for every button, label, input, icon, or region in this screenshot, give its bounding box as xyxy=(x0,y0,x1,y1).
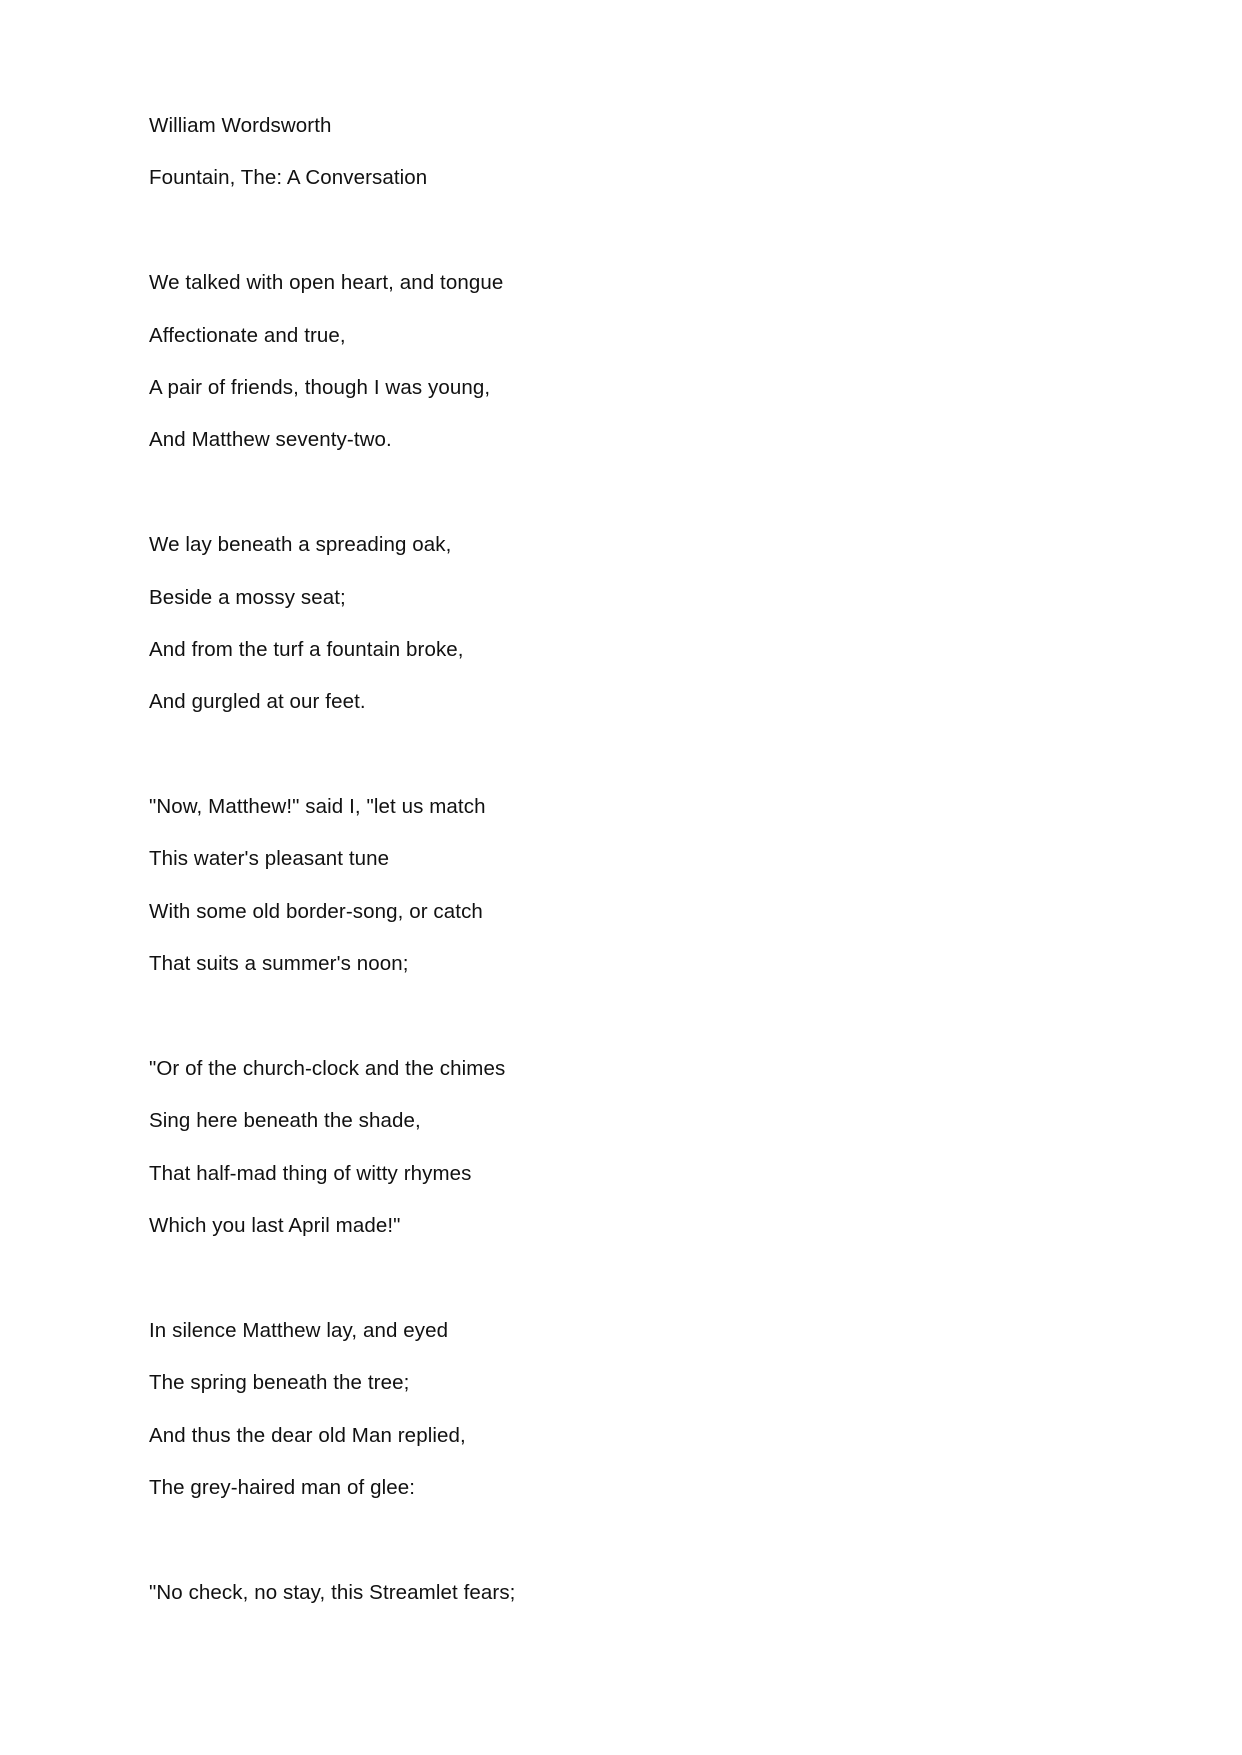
verse-line xyxy=(149,1317,1049,1369)
verse-line xyxy=(149,531,1049,583)
verse-text: This water's pleasant tune xyxy=(149,847,390,871)
verse-line xyxy=(149,950,1049,1002)
stanza-5 xyxy=(149,1317,1049,1527)
verse-line xyxy=(149,426,1049,478)
verse-text: We lay beneath a spreading oak, xyxy=(149,533,452,557)
verse-line xyxy=(149,1212,1049,1264)
stanza-gap xyxy=(149,479,1049,531)
stanza-2 xyxy=(149,531,1049,741)
verse-text: Affectionate and true, xyxy=(149,323,346,347)
verse-text: With some old border-song, or catch xyxy=(149,899,483,923)
verse-text: The grey-haired man of glee: xyxy=(149,1476,416,1500)
verse-line xyxy=(149,1107,1049,1159)
verse-line xyxy=(149,1160,1049,1212)
verse-line xyxy=(149,845,1049,897)
stanza-6 xyxy=(149,1579,1049,1631)
stanza-4 xyxy=(149,1055,1049,1265)
verse-line xyxy=(149,636,1049,688)
verse-line xyxy=(149,322,1049,374)
verse-text: "No check, no stay, this Streamlet fears; xyxy=(149,1580,516,1604)
verse-text: Sing here beneath the shade, xyxy=(149,1109,421,1133)
verse-text: In silence Matthew lay, and eyed xyxy=(149,1318,449,1342)
stanza-gap xyxy=(149,1003,1049,1055)
stanza-3 xyxy=(149,793,1049,1003)
verse-text: We talked with open heart, and tongue xyxy=(149,271,504,295)
verse-text: And from the turf a fountain broke, xyxy=(149,637,464,661)
verse-text: That suits a summer's noon; xyxy=(149,952,409,976)
verse-text: And Matthew seventy-two. xyxy=(149,428,392,452)
verse-line xyxy=(149,793,1049,845)
verse-text: "Or of the church-clock and the chimes xyxy=(149,1057,506,1081)
stanza-gap xyxy=(149,217,1049,269)
verse-line xyxy=(149,1579,1049,1631)
verse-text: Beside a mossy seat; xyxy=(149,585,346,609)
stanza-gap xyxy=(149,1265,1049,1317)
author-line xyxy=(149,112,1049,164)
verse-text: And thus the dear old Man replied, xyxy=(149,1423,466,1447)
verse-text: "Now, Matthew!" said I, "let us match xyxy=(149,795,486,819)
author-name: William Wordsworth xyxy=(149,114,332,137)
stanza-gap xyxy=(149,741,1049,793)
verse-text: And gurgled at our feet. xyxy=(149,690,366,714)
verse-text: Which you last April made!" xyxy=(149,1214,401,1238)
verse-text: That half-mad thing of witty rhymes xyxy=(149,1161,472,1185)
verse-line xyxy=(149,898,1049,950)
verse-line xyxy=(149,1369,1049,1421)
verse-line xyxy=(149,1055,1049,1107)
verse-text: The spring beneath the tree; xyxy=(149,1371,410,1395)
poem-title: Fountain, The: A Conversation xyxy=(149,166,428,190)
verse-text: A pair of friends, though I was young, xyxy=(149,375,491,399)
title-line xyxy=(149,164,1049,216)
verse-line xyxy=(149,1422,1049,1474)
poem-content xyxy=(149,112,1049,1631)
verse-line xyxy=(149,688,1049,740)
verse-line xyxy=(149,269,1049,321)
verse-line xyxy=(149,374,1049,426)
verse-line xyxy=(149,584,1049,636)
stanza-1 xyxy=(149,269,1049,479)
stanza-gap xyxy=(149,1527,1049,1579)
verse-line xyxy=(149,1474,1049,1526)
